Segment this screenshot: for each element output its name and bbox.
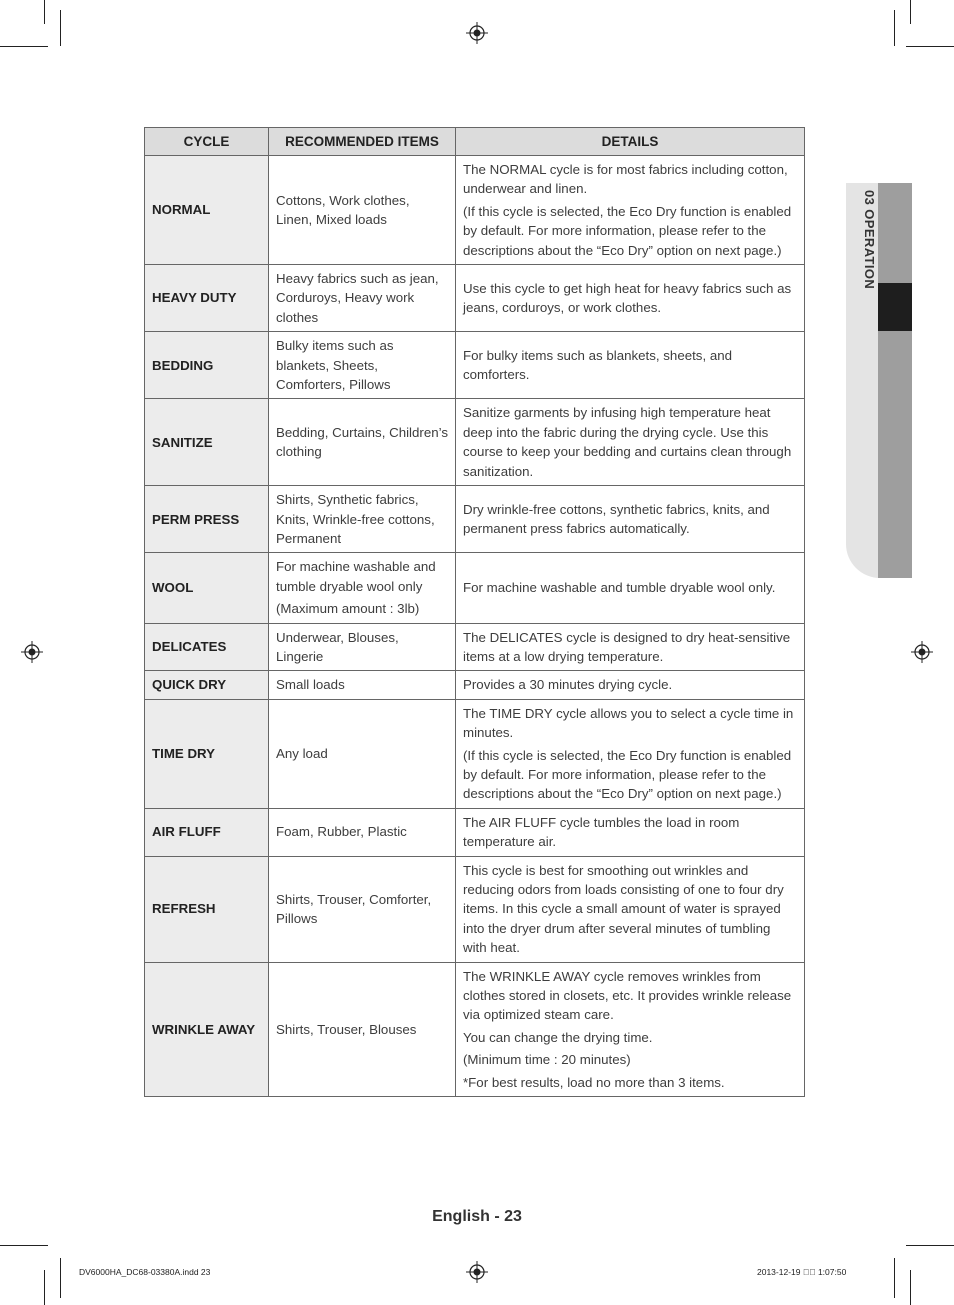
cycle-name: BEDDING bbox=[145, 332, 269, 399]
details-cell bbox=[456, 699, 805, 808]
details-cell bbox=[456, 856, 805, 962]
details-cell bbox=[456, 156, 805, 265]
details-text: This cycle is best for smoothing out wrinkles and reducing odors from loads consisting of one to four dry items. In this cycle a small amount of water is sprayed into the dryer drum after several minutes of tumbling with heat. bbox=[463, 862, 784, 956]
details-cell bbox=[456, 332, 805, 399]
details-cell bbox=[456, 486, 805, 553]
cycle-name: NORMAL bbox=[145, 156, 269, 265]
cycle-name: QUICK DRY bbox=[145, 671, 269, 699]
details-cell bbox=[456, 808, 805, 856]
recommended-items-text: Bedding, Curtains, Children’s clothing bbox=[276, 424, 448, 460]
table-header-row bbox=[145, 128, 805, 156]
details-text: Dry wrinkle-free cottons, synthetic fabrics, knits, and permanent press fabrics automatically. bbox=[463, 501, 770, 537]
details-text: For machine washable and tumble dryable wool only. bbox=[463, 580, 776, 596]
registration-mark-icon bbox=[466, 1261, 488, 1283]
table-row bbox=[145, 808, 805, 856]
table-row bbox=[145, 486, 805, 553]
crop-mark bbox=[910, 0, 911, 24]
crop-mark bbox=[60, 1258, 61, 1298]
crop-mark bbox=[0, 1245, 48, 1246]
table-row bbox=[145, 856, 805, 962]
recommended-items-text: Foam, Rubber, Plastic bbox=[276, 824, 407, 840]
table-row bbox=[145, 156, 805, 265]
table-row bbox=[145, 399, 805, 486]
crop-mark bbox=[60, 10, 61, 46]
recommended-items-cell bbox=[269, 553, 456, 623]
cycle-name: WRINKLE AWAY bbox=[145, 962, 269, 1096]
recommended-items-cell bbox=[269, 856, 456, 962]
details-text: The NORMAL cycle is for most fabrics including cotton, underwear and linen. bbox=[463, 162, 788, 197]
print-slug-file: DV6000HA_DC68-03380A.indd 23 bbox=[79, 1267, 211, 1277]
recommended-items-cell bbox=[269, 399, 456, 486]
print-slug-timestamp: 2013-12-19 ￿￿ 1:07:50 bbox=[757, 1267, 847, 1277]
registration-mark-icon bbox=[911, 641, 933, 663]
table-row bbox=[145, 699, 805, 808]
table-row bbox=[145, 623, 805, 671]
details-cell bbox=[456, 623, 805, 671]
details-text: Provides a 30 minutes drying cycle. bbox=[463, 677, 673, 693]
section-tab-label: 03 OPERATION bbox=[862, 190, 877, 290]
column-header-details: DETAILS bbox=[456, 128, 805, 156]
crop-mark bbox=[910, 1270, 911, 1305]
cycle-table-body bbox=[145, 156, 805, 1097]
crop-mark bbox=[44, 0, 45, 24]
column-header-recommended-items: RECOMMENDED ITEMS bbox=[269, 128, 456, 156]
registration-mark-icon bbox=[466, 22, 488, 44]
recommended-items-cell bbox=[269, 265, 456, 332]
recommended-items-cell bbox=[269, 623, 456, 671]
page-number: English - 23 bbox=[432, 1208, 522, 1225]
recommended-items-text: Cottons, Work clothes, Linen, Mixed loads bbox=[276, 192, 410, 228]
cycle-table bbox=[144, 127, 805, 1097]
column-header-cycle: CYCLE bbox=[145, 128, 269, 156]
cycle-name: REFRESH bbox=[145, 856, 269, 962]
table-row bbox=[145, 553, 805, 623]
details-text: You can change the drying time. bbox=[463, 1029, 653, 1045]
cycle-name: PERM PRESS bbox=[145, 486, 269, 553]
recommended-items-cell bbox=[269, 486, 456, 553]
details-text: The WRINKLE AWAY cycle removes wrinkles from clothes stored in closets, etc. It provides wrinkle release via optimized steam care. bbox=[463, 968, 792, 1023]
section-tab-marker bbox=[878, 283, 912, 331]
details-cell bbox=[456, 962, 805, 1096]
details-text: (If this cycle is selected, the Eco Dry function is enabled by default. For more information, please refer to the descriptions about the “Eco Dry” option on next page.) bbox=[463, 747, 792, 802]
details-text: *For best results, load no more than 3 items. bbox=[463, 1074, 725, 1090]
recommended-items-text: Shirts, Trouser, Comforter, Pillows bbox=[276, 891, 432, 927]
recommended-items-cell bbox=[269, 699, 456, 808]
recommended-items-cell bbox=[269, 962, 456, 1096]
crop-mark bbox=[44, 1270, 45, 1305]
cycle-name: DELICATES bbox=[145, 623, 269, 671]
details-text: Use this cycle to get high heat for heavy fabrics such as jeans, corduroys, or work clothes. bbox=[463, 280, 792, 316]
registration-mark-icon bbox=[21, 641, 43, 663]
table-row bbox=[145, 332, 805, 399]
recommended-items-cell bbox=[269, 808, 456, 856]
details-text: The AIR FLUFF cycle tumbles the load in room temperature air. bbox=[463, 814, 740, 850]
details-text: The DELICATES cycle is designed to dry heat-sensitive items at a low drying temperature. bbox=[463, 629, 791, 664]
recommended-items-text: Underwear, Blouses, Lingerie bbox=[276, 629, 399, 664]
recommended-items-cell bbox=[269, 332, 456, 399]
crop-mark bbox=[906, 1245, 954, 1246]
recommended-items-cell bbox=[269, 156, 456, 265]
crop-mark bbox=[906, 46, 954, 47]
crop-mark bbox=[894, 1258, 895, 1298]
details-text: (If this cycle is selected, the Eco Dry function is enabled by default. For more information, please refer to the descriptions about the “Eco Dry” option on next page.) bbox=[463, 203, 792, 258]
table-row bbox=[145, 671, 805, 699]
recommended-items-text: Any load bbox=[276, 746, 328, 762]
section-tab-strip bbox=[878, 183, 912, 578]
details-text: Sanitize garments by infusing high temperature heat deep into the fabric during the drying cycle. Use this course to keep your bedding and curtains clean through sanitization. bbox=[463, 405, 792, 479]
details-text: (Minimum time : 20 minutes) bbox=[463, 1052, 631, 1068]
table-row bbox=[145, 265, 805, 332]
recommended-items-text: Shirts, Synthetic fabrics, Knits, Wrinkle-free cottons, Permanent bbox=[276, 492, 435, 546]
details-cell bbox=[456, 265, 805, 332]
cycle-name: HEAVY DUTY bbox=[145, 265, 269, 332]
recommended-items-text: (Maximum amount : 3lb) bbox=[276, 601, 420, 617]
recommended-items-cell bbox=[269, 671, 456, 699]
details-cell bbox=[456, 671, 805, 699]
recommended-items-text: Bulky items such as blankets, Sheets, Comforters, Pillows bbox=[276, 338, 394, 393]
recommended-items-text: Small loads bbox=[276, 677, 345, 693]
details-text: For bulky items such as blankets, sheets, and comforters. bbox=[463, 347, 733, 383]
crop-mark bbox=[0, 46, 48, 47]
cycle-name: WOOL bbox=[145, 553, 269, 623]
details-text: The TIME DRY cycle allows you to select a cycle time in minutes. bbox=[463, 705, 794, 741]
crop-mark bbox=[894, 10, 895, 46]
recommended-items-text: Heavy fabrics such as jean, Corduroys, Heavy work clothes bbox=[276, 271, 439, 325]
table-row bbox=[145, 962, 805, 1096]
cycle-name: AIR FLUFF bbox=[145, 808, 269, 856]
recommended-items-text: For machine washable and tumble dryable wool only bbox=[276, 559, 436, 594]
cycle-name: SANITIZE bbox=[145, 399, 269, 486]
recommended-items-text: Shirts, Trouser, Blouses bbox=[276, 1021, 417, 1037]
details-cell bbox=[456, 399, 805, 486]
details-cell bbox=[456, 553, 805, 623]
cycle-name: TIME DRY bbox=[145, 699, 269, 808]
